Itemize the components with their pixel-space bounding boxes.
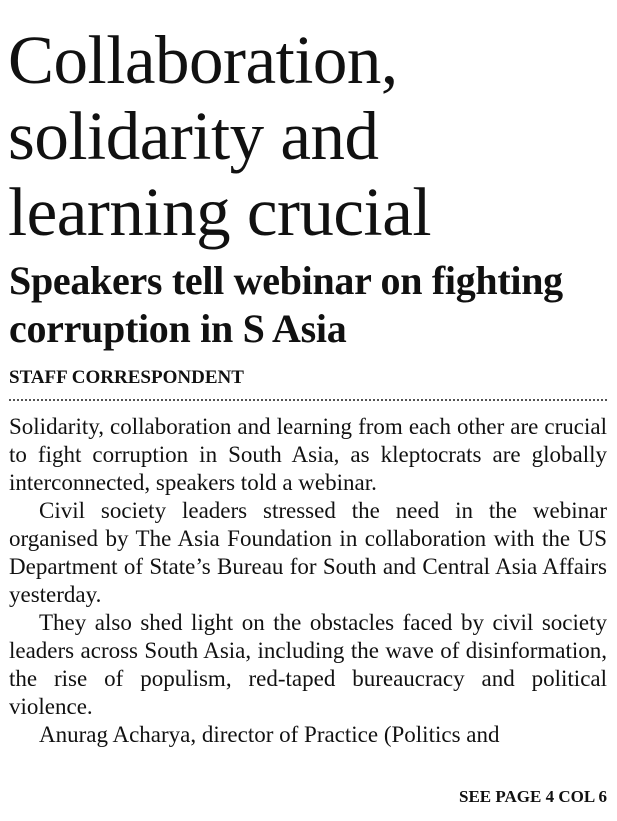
paragraph-3: They also shed light on the obstacles faced by civil society leaders across South Asia, including the wave of disinformation, the rise of populism, red-taped bureaucracy and political violence. — [9, 610, 607, 719]
byline: STAFF CORRESPONDENT — [9, 367, 244, 388]
paragraph-2: Civil society leaders stressed the need in the webinar organised by The Asia Foundation in collaboration with the US Department of State’s Bureau for South and Central Asia Affairs yesterday. — [9, 498, 607, 607]
article-body — [9, 413, 607, 749]
headline: Collaboration, solidarity and learning crucial — [8, 22, 432, 250]
continuation-line: SEE PAGE 4 COL 6 — [459, 787, 607, 806]
subheadline: Speakers tell webinar on fighting corruption in S Asia — [9, 258, 563, 351]
dotted-divider — [9, 399, 607, 401]
paragraph-4: Anurag Acharya, director of Practice (Politics and — [39, 722, 500, 747]
paragraph-1: Solidarity, collaboration and learning from each other are crucial to fight corruption in South Asia, as kleptocrats are globally interconnected, speakers told a webinar. — [9, 414, 607, 495]
